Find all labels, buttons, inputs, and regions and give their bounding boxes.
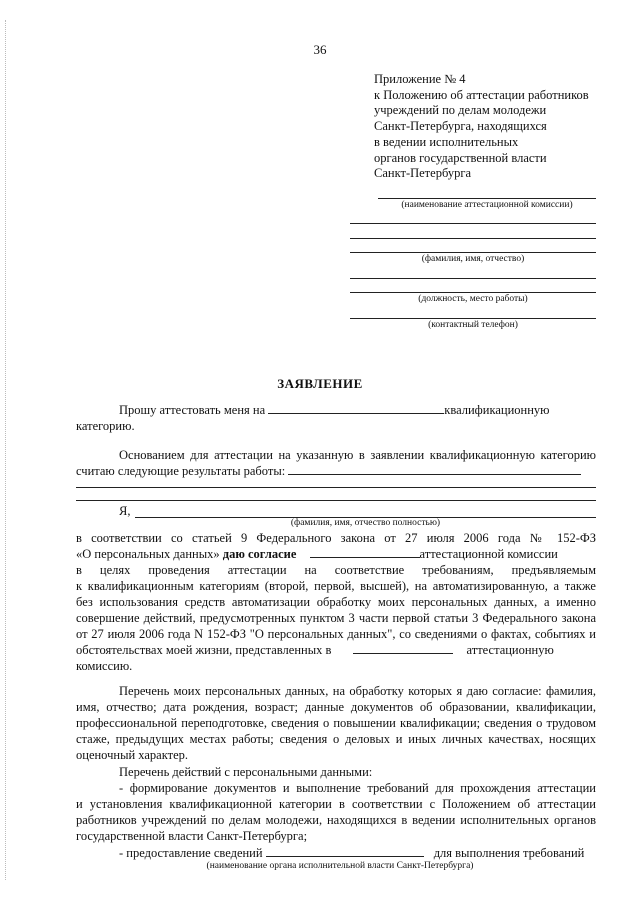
personal-line-1: Перечень моих персональных данных, на обработку которых я даю согласие: фамилия, [119, 684, 596, 698]
appendix-line: учреждений по делам молодежи [374, 103, 547, 118]
appendix-line: Санкт-Петербурга, находящихся [374, 119, 547, 134]
consent-phrase: даю согласие [222, 547, 297, 561]
position-caption: (должность, место работы) [418, 294, 528, 304]
consent-line-3: в целях проведения аттестации на соответствие требованиям, предъявляемым [76, 563, 596, 577]
consent-line-8 [76, 643, 554, 658]
phone-field[interactable] [350, 318, 596, 319]
position-field-line-1[interactable] [350, 278, 596, 279]
results-field-3[interactable] [76, 500, 596, 501]
appendix-line: к Положению об аттестации работников [374, 87, 589, 102]
consent-line-7: от 27 июля 2006 года N 152-ФЗ "О персональных данных", со сведениями о фактах, событиях и [76, 627, 596, 641]
request-part-2: квалификационную [444, 403, 550, 417]
consent-line-4: к квалификационным категориям (второй, первой, высшей), на автоматизированную, а также [76, 579, 596, 593]
consent-line-8-end: аттестационную [466, 643, 554, 657]
basis-line-1: Основанием для аттестации на указанную в заявлении квалификационную категорию [119, 448, 596, 462]
commission-name-field[interactable] [310, 547, 420, 558]
document-title: ЗАЯВЛЕНИЕ [277, 376, 363, 391]
fio-field-line-1[interactable] [350, 223, 596, 224]
appendix-line: органов государственной власти [374, 150, 547, 165]
request-part-1: Прошу аттестовать меня на [119, 403, 266, 417]
request-line-2: категорию. [76, 419, 135, 433]
consent-line-1: в соответствии со статьей 9 Федерального закона от 27 июля 2006 года № 152-ФЗ [76, 531, 596, 545]
actions-line-5-end: для выполнения требований [433, 846, 585, 860]
commission-target-field[interactable] [353, 643, 453, 654]
consent-line-2-end: аттестационной комиссии [419, 547, 558, 561]
phone-caption: (контактный телефон) [428, 320, 518, 330]
commission-field[interactable] [378, 198, 596, 199]
personal-line-5: оценочный характер. [76, 748, 189, 762]
actions-line-5-start: - предоставление сведений [119, 846, 263, 860]
actions-line-5 [119, 846, 584, 861]
results-field-2[interactable] [76, 487, 596, 488]
actions-line-3: работников учреждений по делам молодежи, находящихся в ведении исполнительных органов [76, 813, 596, 827]
consent-line-9: комиссию. [76, 659, 133, 673]
consent-line-5: без использования средств автоматизации обработку моих персональных данных, а именно [76, 595, 596, 609]
organ-field[interactable] [266, 846, 424, 857]
fio-caption: (фамилия, имя, отчество) [421, 254, 525, 264]
fio-field-line-3[interactable] [350, 252, 596, 253]
basis-line-2 [76, 464, 581, 479]
ya-label: Я, [119, 504, 131, 518]
fio-full-caption: (фамилия, имя, отчество полностью) [290, 518, 441, 528]
category-field[interactable] [268, 403, 444, 414]
organ-caption: (наименование органа исполнительной власти Санкт-Петербурга) [206, 861, 474, 871]
consent-line-2 [76, 547, 558, 562]
consent-line-8-start: обстоятельствах моей жизни, представленных в [76, 643, 332, 657]
request-text [119, 403, 550, 418]
scan-edge [5, 20, 9, 880]
page-number: 36 [313, 42, 327, 57]
consent-line-6: совершение действий, предусмотренных пунктом 3 части первой статьи 3 Федерального закона [76, 611, 596, 625]
appendix-line: Приложение № 4 [374, 72, 466, 86]
appendix-block [374, 72, 589, 182]
law-name: «О персональных данных» [76, 547, 220, 561]
actions-line-1: - формирование документов и выполнение требований для прохождения аттестации [119, 781, 596, 795]
personal-line-2: имя, отчество; дата рождения, возраст; данные документов об образовании, квалификации, [76, 700, 596, 714]
appendix-line: Санкт-Петербурга [374, 166, 472, 181]
position-field-line-2[interactable] [350, 292, 596, 293]
commission-caption: (наименование аттестационной комиссии) [401, 200, 573, 210]
actions-line-4: государственной власти Санкт-Петербурга; [76, 829, 308, 843]
basis-line-2-text: считаю следующие результаты работы: [76, 464, 286, 478]
appendix-line: в ведении исполнительных [374, 134, 519, 149]
results-field-1[interactable] [288, 464, 581, 475]
actions-heading: Перечень действий с персональными данными: [119, 765, 373, 779]
actions-line-2: и установления квалификационной категории в соответствии с Положением об аттестации [76, 797, 596, 811]
personal-line-3: профессиональной переподготовке, сведения о повышении квалификации; сведения о трудовом [76, 716, 596, 730]
fio-field-line-2[interactable] [350, 238, 596, 239]
personal-line-4: стаже, предыдущих местах работы; сведения о деловых и иных личных качествах, носящих [76, 732, 596, 746]
